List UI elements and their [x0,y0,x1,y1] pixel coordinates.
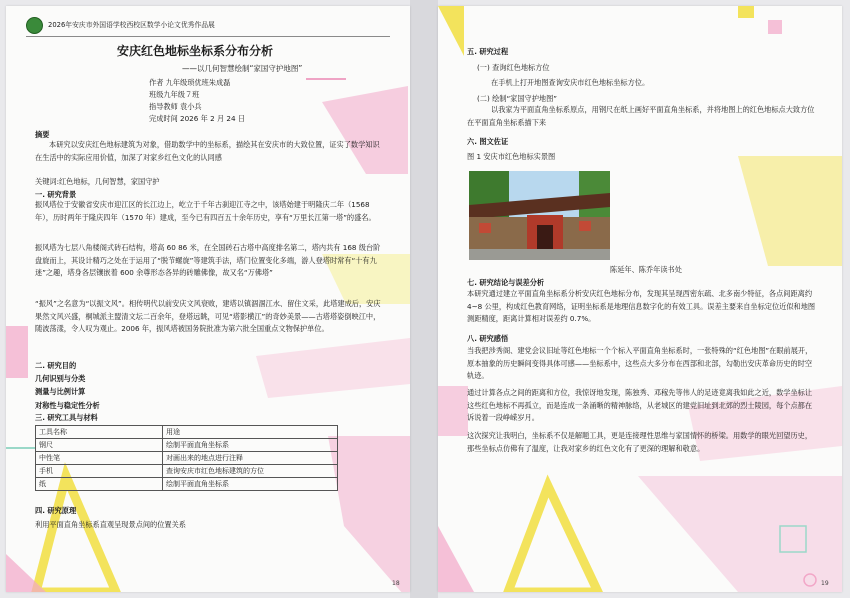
sec2-heading: 二. 研究目的 [35,361,77,370]
step1-heading: (一) 查询红色地标方位 [477,63,550,72]
table-cell: 纸 [36,478,163,491]
sec8-heading: 八. 研究感悟 [467,334,509,343]
date-line: 完成时间 2026 年 2 月 24 日 [149,114,246,123]
sec4-heading: 四. 研究原理 [35,506,77,515]
page-header [26,16,390,37]
sec6-heading: 六. 图文佐证 [467,137,509,146]
sec3-heading: 三. 研究工具与材料 [35,413,98,422]
photo-caption: 陈延年、陈乔年读书处 [610,265,682,274]
table-cell: 钢尺 [36,439,163,452]
paper-subtitle: ——以几何智慧绘制“家国守护地图” [182,64,303,73]
step1-text: 在手机上打开地图查询安庆市红色地标坐标方位。 [491,78,650,87]
abstract-heading: 摘要 [35,130,50,139]
sec7-heading: 七. 研究结论与误差分析 [467,278,545,287]
table-row [36,465,338,478]
table-row [36,439,338,452]
table-cell: 对画出来的地点进行注释 [163,452,338,465]
sec2-item-2: 测量与比例计算 [35,387,86,396]
sec2-item-3: 对称性与稳定性分析 [35,401,100,410]
spread-gutter [410,0,438,598]
sec8-paragraph-1: 当我把涉秀阁、建党会议旧址等红色地标一个个标入平面直角坐标系时，一张特殊的“红色地图”在眼前展开，原本抽象的历史瞬间变得具体可感——坐标系中，这些点大多分布在西部和北部，勾勒出安庆革命历史的时空轨迹。 [467,346,813,381]
right-page [438,6,842,592]
sec7-text: 本研究通过建立平面直角坐标系分析安庆红色地标分布，发现其呈现西密东疏、北多南少特征，各点间距离约 4~8 公里，构成红色教育网络，证明坐标系是地理信息数字化的有效工具。误差主要来自坐标定位近似和地图测距精度，距离计算相对误差约 0.7%。 [467,289,816,324]
class-line: 班级九年级７班 [149,90,200,99]
table-row [36,452,338,465]
table-cell: 中性笔 [36,452,163,465]
school-logo-icon [26,17,43,34]
teacher-line: 指导教师 袁小兵 [149,102,202,111]
building-photo-illustration [469,171,610,260]
sec4-text: 利用平面直角坐标系直观呈现景点间的位置关系 [35,520,186,529]
sec1-paragraph-3: “振风”之名意为“以振文风”。相传明代以前安庆文风衰败，建塔以镇涸涸江水、留住文采，此塔建成后，安庆果然文风兴盛，桐城派主盟清文坛二百余年，登塔远眺，可见“塔影横江”的奇妙美景——古塔塔姿倒映江中，随波荡漾，令人叹为观止。2006 年，振风塔被国务院批准为第六批全国重点文物保护单位。 [35,299,381,334]
header-text: 2026年安庆市外国语学校西校区数学小论文优秀作品展 [48,21,215,29]
table-header-cell: 工具名称 [36,426,163,439]
sec5-heading: 五. 研究过程 [467,47,509,56]
table-cell: 手机 [36,465,163,478]
table-cell: 绘制平面直角坐标系 [163,478,338,491]
author-line: 作者 九年级琐优班朱成磊 [149,78,231,87]
table-header-row [36,426,338,439]
paper-title: 安庆红色地标坐标系分布分析 [117,44,274,58]
sec2-item-1: 几何识别与分类 [35,374,86,383]
table-header-cell: 用途 [163,426,338,439]
sec1-paragraph-1: 振风塔位于安徽省安庆市迎江区的长江边上，屹立于千年古刹迎江寺之中，该塔始建于明隆庆二年（1568 年），历时两年于隆庆四年（1570 年）建成，至今已有四百五十余年历史，享有“万里长江第一塔”的盛名。 [35,200,376,222]
step2-text: 以我家为平面直角坐标系原点，用钢尺在纸上画好平面直角坐标系，并将地图上的红色地标点大致方位在平面直角坐标系描下来 [467,105,815,127]
table-cell: 查询安庆市红色地标建筑的方位 [163,465,338,478]
sec1-heading: 一. 研究背景 [35,190,77,199]
red-landmark-photo [469,171,610,260]
abstract-text: 本研究以安庆红色地标建筑为对象，借助数学中的坐标系，描绘其在安庆市的大致位置，证实了数学知识在生活中的实际应用价值，加深了对家乡红色文化的认同感 [35,140,380,162]
page-number: 19 [821,580,829,587]
sec8-paragraph-3: 这次探究让我明白，坐标系不仅是解题工具，更是连接理性思维与家国情怀的桥梁。用数学的眼光回望历史，那些坐标点仿佛有了温度，让我对家乡的红色文化有了更深的理解和敬意。 [467,431,813,453]
figure-caption: 图 1 安庆市红色地标实景图 [467,152,556,161]
left-page [6,6,410,592]
table-row [36,478,338,491]
keywords: 关键词:红色地标，几何智慧，家国守护 [35,177,160,186]
sec1-paragraph-2: 振风塔为七层八角楼阁式砖石结构，塔高 60 86 米，在全国砖石古塔中高度排名第二，塔内共有 168 级台阶盘旋而上，其设计精巧之处在于运用了“脱节螺旋”等建筑手法，塔门位置变化多端，游人登塔时常有“十有九迷”之趣，塔身各层镶嵌着 600 余尊形态各异的砖雕佛像，故又名“万佛塔” [35,243,381,278]
sec8-paragraph-2: 通过计算各点之间的距离和方位，我惊讶地发现，陈独秀、邓稼先等伟人的足迹竟离我如此之近，数学坐标让这些红色地标不再孤立，而是连成一条涌晰的精神脉络，从老城区的建党旧址到北郊的烈士陵园，每个点都在诉说着一段峥嵘岁月。 [467,388,813,423]
table-cell: 绘制平面直角坐标系 [163,439,338,452]
step2-heading: (二) 绘制“家国守护地图” [477,94,558,103]
page-number: 18 [392,580,400,587]
tools-table [35,425,338,491]
